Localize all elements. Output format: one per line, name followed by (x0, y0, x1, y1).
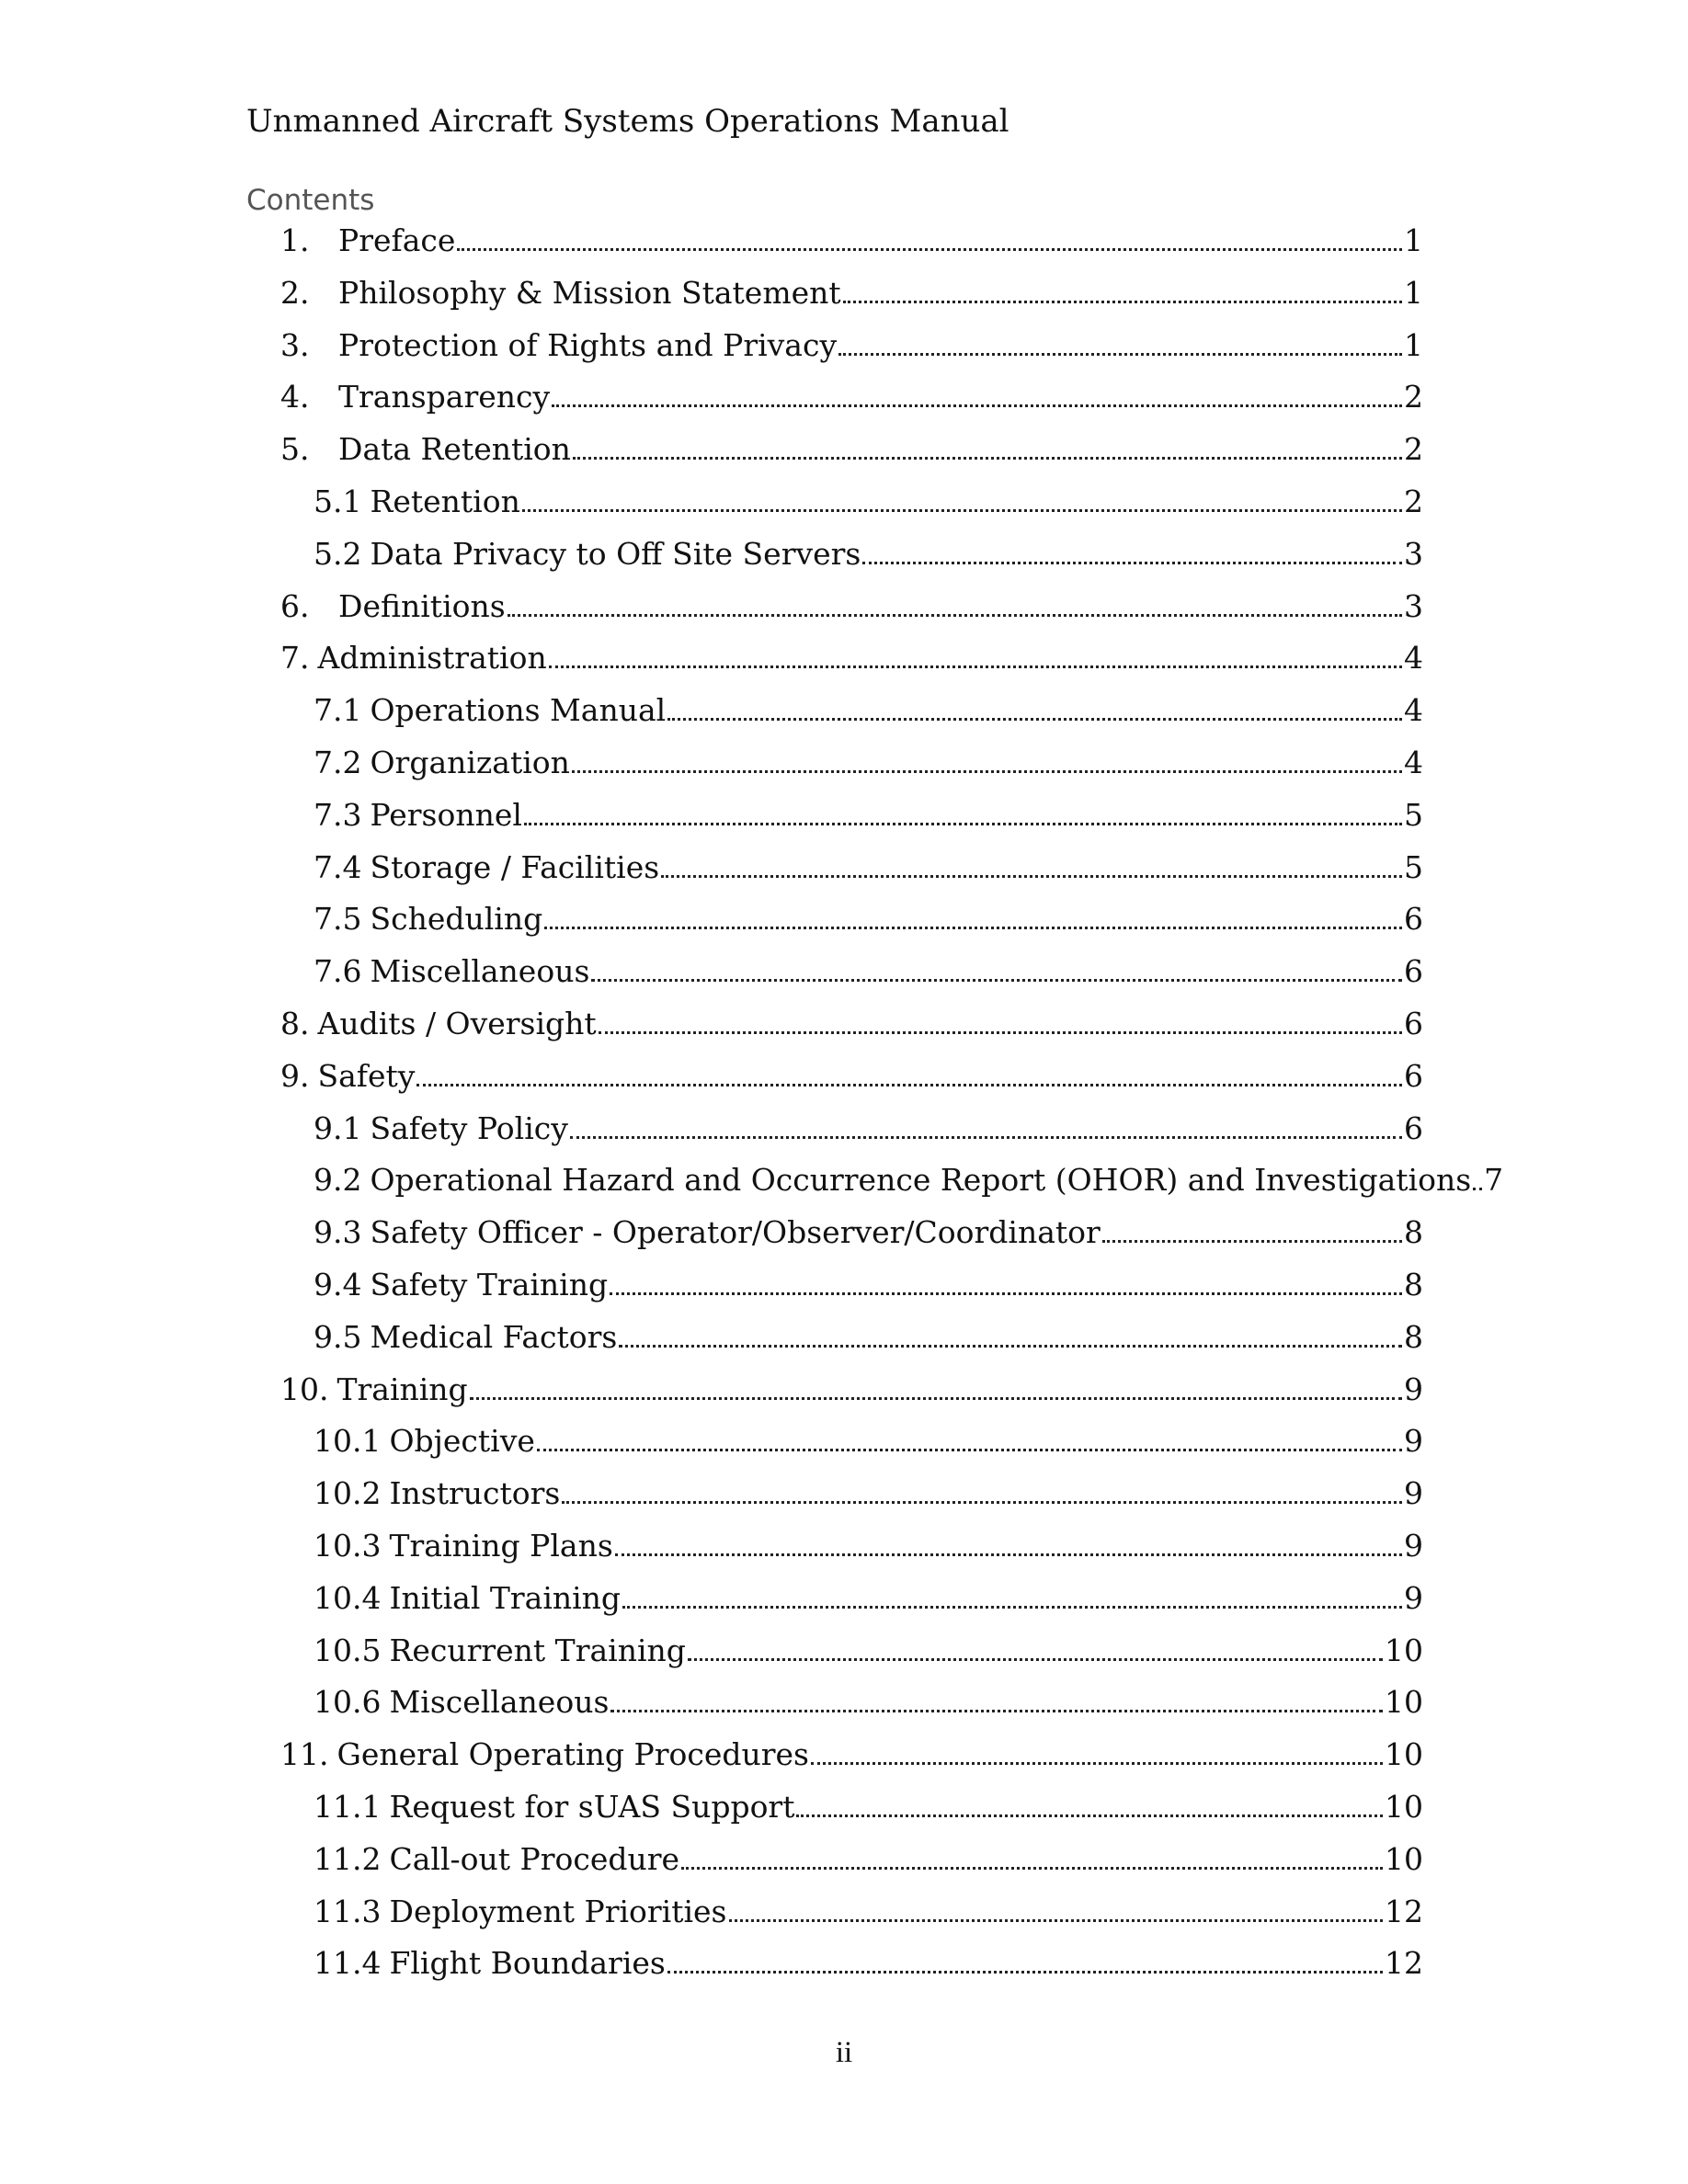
toc-entry-page: 7 (1484, 1162, 1504, 1199)
toc-entry-title: Operations Manual (370, 692, 667, 729)
toc-dot-leader (470, 1386, 1402, 1400)
toc-entry-number: 5.2 (314, 535, 362, 572)
toc-entry-number: 10.4 (314, 1579, 382, 1616)
toc-entry-page: 6 (1404, 1057, 1423, 1094)
toc-entry[interactable] (280, 632, 1423, 684)
toc-entry-title: Objective (389, 1423, 535, 1460)
toc-entry-number: 10.2 (314, 1475, 382, 1512)
toc-entry-page: 4 (1404, 640, 1423, 677)
toc-entry-number: 7.3 (314, 796, 362, 833)
toc-entry-number: 9.1 (314, 1109, 362, 1146)
toc-entry-number: 7.1 (314, 692, 362, 729)
toc-entry-page: 2 (1404, 379, 1423, 415)
toc-entry[interactable] (314, 1259, 1423, 1311)
toc-entry-page: 8 (1404, 1214, 1423, 1251)
toc-entry[interactable] (280, 998, 1423, 1050)
toc-entry-page: 9 (1404, 1579, 1423, 1616)
toc-entry[interactable] (314, 1103, 1423, 1155)
toc-entry-title: Definitions (338, 587, 506, 624)
toc-dot-leader (1102, 1229, 1402, 1243)
toc-entry-number: 9.4 (314, 1267, 362, 1302)
toc-entry-title: Initial Training (389, 1579, 622, 1616)
toc-dot-leader (729, 1908, 1384, 1922)
toc-entry[interactable] (280, 424, 1423, 475)
toc-entry[interactable] (280, 267, 1423, 319)
toc-entry-number: 8. (280, 1006, 310, 1041)
toc-entry[interactable] (314, 1520, 1423, 1572)
toc-entry-title: Retention (370, 483, 520, 519)
toc-dot-leader (838, 342, 1402, 356)
toc-entry-title: Miscellaneous (389, 1684, 610, 1721)
toc-entry-number: 9.5 (314, 1318, 362, 1355)
toc-entry-title: Deployment Priorities (389, 1893, 727, 1929)
toc-entry-page: 2 (1404, 431, 1423, 468)
toc-dot-leader (843, 290, 1402, 303)
toc-entry-page: 6 (1404, 1006, 1423, 1041)
toc-entry-page: 9 (1404, 1528, 1423, 1564)
toc-entry-page: 10 (1385, 1684, 1423, 1721)
toc-entry-number: 9.2 (314, 1162, 362, 1199)
toc-entry-page: 12 (1385, 1945, 1423, 1982)
page-number: ii (835, 2036, 853, 2069)
toc-entry-number: 10.3 (314, 1528, 382, 1564)
toc-entry-number: 11.2 (314, 1840, 382, 1877)
toc-entry-number: 7.6 (314, 953, 362, 990)
toc-dot-leader (457, 237, 1402, 251)
toc-entry-number: 7.2 (314, 745, 362, 780)
toc-dot-leader (681, 1856, 1383, 1870)
toc-entry[interactable] (314, 1468, 1423, 1519)
toc-entry-title: Request for sUAS Support (389, 1789, 795, 1825)
toc-entry-title: Scheduling (370, 901, 543, 938)
toc-entry-page: 1 (1404, 222, 1423, 258)
toc-dot-leader (615, 1542, 1402, 1556)
toc-entry-page: 8 (1404, 1318, 1423, 1355)
toc-entry-number: 7. (280, 640, 310, 677)
toc-entry-number: 5. (280, 431, 310, 468)
toc-entry-title: Personnel (370, 796, 522, 833)
toc-entry-title: Administration (317, 640, 547, 677)
toc-entry-number: 7.4 (314, 848, 362, 885)
toc-entry-page: 10 (1385, 1632, 1423, 1668)
toc-dot-leader (508, 603, 1402, 617)
toc-entry-number: 11. (280, 1736, 329, 1773)
toc-entry-number: 9. (280, 1057, 310, 1094)
toc-dot-leader (796, 1803, 1383, 1817)
toc-entry-title: Miscellaneous (370, 953, 590, 990)
toc-dot-leader (416, 1073, 1402, 1086)
toc-entry[interactable] (314, 1938, 1423, 1989)
toc-dot-leader (549, 654, 1402, 668)
toc-entry-title: Preface (338, 222, 456, 258)
toc-entry-title: Call-out Procedure (389, 1840, 680, 1877)
toc-dot-leader (570, 1125, 1402, 1139)
toc-entry[interactable] (314, 1886, 1423, 1938)
toc-dot-leader (573, 446, 1402, 460)
toc-entry-page: 10 (1385, 1736, 1423, 1773)
toc-entry-title: Medical Factors (370, 1318, 618, 1355)
toc-entry[interactable] (314, 893, 1423, 945)
toc-dot-leader (537, 1438, 1402, 1451)
toc-entry-title: Organization (370, 745, 570, 780)
contents-heading: Contents (246, 184, 375, 217)
toc-entry-number: 10.5 (314, 1632, 382, 1668)
toc-entry-title: Philosophy & Mission Statement (338, 274, 841, 311)
toc-dot-leader (524, 812, 1402, 825)
toc-entry[interactable] (280, 320, 1423, 371)
toc-entry[interactable] (314, 685, 1423, 736)
toc-entry-number: 10.6 (314, 1684, 382, 1721)
toc-entry-page: 10 (1385, 1840, 1423, 1877)
toc-entry-title: Audits / Oversight (317, 1006, 597, 1041)
toc-dot-leader (544, 916, 1402, 929)
toc-entry-page: 9 (1404, 1475, 1423, 1512)
toc-dot-leader (661, 864, 1402, 878)
toc-dot-leader (552, 393, 1402, 407)
toc-entry-title: Safety Training (370, 1267, 609, 1302)
toc-dot-leader (591, 968, 1402, 982)
toc-dot-leader (522, 498, 1402, 512)
toc-entry-title: Instructors (389, 1475, 561, 1512)
toc-entry-page: 10 (1385, 1789, 1423, 1825)
toc-entry-page: 2 (1404, 483, 1423, 519)
toc-dot-leader (667, 1960, 1383, 1974)
toc-entry[interactable] (314, 842, 1423, 893)
toc-entry-title: Data Retention (338, 431, 571, 468)
toc-entry-page: 8 (1404, 1267, 1423, 1302)
toc-entry-page: 4 (1404, 692, 1423, 729)
toc-entry-title: Transparency (338, 379, 551, 415)
toc-entry-page: 5 (1404, 796, 1423, 833)
toc-dot-leader (572, 759, 1402, 773)
toc-dot-leader (811, 1751, 1383, 1765)
toc-entry[interactable] (314, 1625, 1423, 1677)
toc-entry-number: 3. (280, 326, 310, 363)
toc-entry[interactable] (314, 737, 1423, 789)
toc-dot-leader (619, 1334, 1402, 1348)
toc-entry-number: 9.3 (314, 1214, 362, 1251)
document-title: Unmanned Aircraft Systems Operations Manual (246, 103, 1009, 140)
toc-entry-title: Data Privacy to Off Site Servers (370, 535, 861, 572)
toc-entry-page: 12 (1385, 1893, 1423, 1929)
toc-entry-title: Safety Policy (370, 1109, 568, 1146)
toc-entry-title: Training (336, 1371, 468, 1407)
toc-entry[interactable] (280, 581, 1423, 632)
toc-dot-leader (562, 1490, 1402, 1504)
toc-entry[interactable] (314, 1312, 1423, 1363)
toc-entry-page: 1 (1404, 326, 1423, 363)
toc-entry[interactable] (314, 790, 1423, 841)
toc-entry-title: Training Plans (389, 1528, 613, 1564)
toc-entry[interactable] (280, 1051, 1423, 1102)
toc-entry[interactable] (314, 946, 1423, 997)
toc-entry-page: 3 (1404, 535, 1423, 572)
toc-entry-number: 11.4 (314, 1945, 382, 1982)
toc-entry[interactable] (314, 1573, 1423, 1624)
toc-entry-title: Safety (317, 1057, 416, 1094)
toc-entry-page: 5 (1404, 848, 1423, 885)
toc-entry-title: Recurrent Training (389, 1632, 686, 1668)
toc-entry-number: 6. (280, 587, 310, 624)
toc-entry[interactable] (280, 1729, 1423, 1780)
toc-entry-title: Safety Officer - Operator/Observer/Coordinator (370, 1214, 1101, 1251)
toc-entry-number: 2. (280, 274, 310, 311)
toc-entry[interactable] (314, 1677, 1423, 1728)
toc-dot-leader (599, 1020, 1402, 1034)
toc-entry-title: General Operating Procedures (336, 1736, 809, 1773)
toc-entry-number: 4. (280, 379, 310, 415)
toc-dot-leader (622, 1595, 1402, 1609)
toc-entry-page: 9 (1404, 1371, 1423, 1407)
toc-dot-leader (610, 1699, 1383, 1712)
toc-entry-title: Operational Hazard and Occurrence Report (OHOR) and Investigations (370, 1162, 1472, 1199)
toc-dot-leader (610, 1281, 1402, 1295)
toc-dot-leader (862, 551, 1402, 564)
toc-entry[interactable] (314, 1416, 1423, 1467)
toc-entry-page: 9 (1404, 1423, 1423, 1460)
toc-entry[interactable] (314, 1207, 1423, 1258)
toc-entry-number: 1. (280, 222, 310, 258)
toc-entry-page: 6 (1404, 1109, 1423, 1146)
toc-entry-title: Storage / Facilities (370, 848, 660, 885)
toc-entry[interactable] (314, 1155, 1504, 1206)
toc-entry-page: 6 (1404, 901, 1423, 938)
toc-entry[interactable] (314, 476, 1423, 528)
toc-entry-page: 3 (1404, 587, 1423, 624)
toc-entry-page: 1 (1404, 274, 1423, 311)
toc-dot-leader (688, 1647, 1383, 1661)
toc-entry[interactable] (280, 1364, 1423, 1416)
toc-entry-number: 10. (280, 1371, 329, 1407)
toc-entry-page: 6 (1404, 953, 1423, 990)
toc-entry-number: 11.1 (314, 1789, 382, 1825)
toc-dot-leader (1473, 1177, 1482, 1190)
toc-entry-page: 4 (1404, 745, 1423, 780)
toc-entry[interactable] (314, 1834, 1423, 1885)
toc-entry-number: 5.1 (314, 483, 362, 519)
toc-entry[interactable] (314, 1781, 1423, 1833)
toc-entry-number: 11.3 (314, 1893, 382, 1929)
toc-entry-title: Flight Boundaries (389, 1945, 666, 1982)
toc-entry[interactable] (280, 215, 1423, 267)
toc-dot-leader (667, 707, 1402, 721)
toc-entry[interactable] (280, 371, 1423, 423)
toc-entry[interactable] (314, 529, 1423, 580)
toc-entry-number: 7.5 (314, 901, 362, 938)
toc-entry-number: 10.1 (314, 1423, 382, 1460)
toc-entry-title: Protection of Rights and Privacy (338, 326, 838, 363)
